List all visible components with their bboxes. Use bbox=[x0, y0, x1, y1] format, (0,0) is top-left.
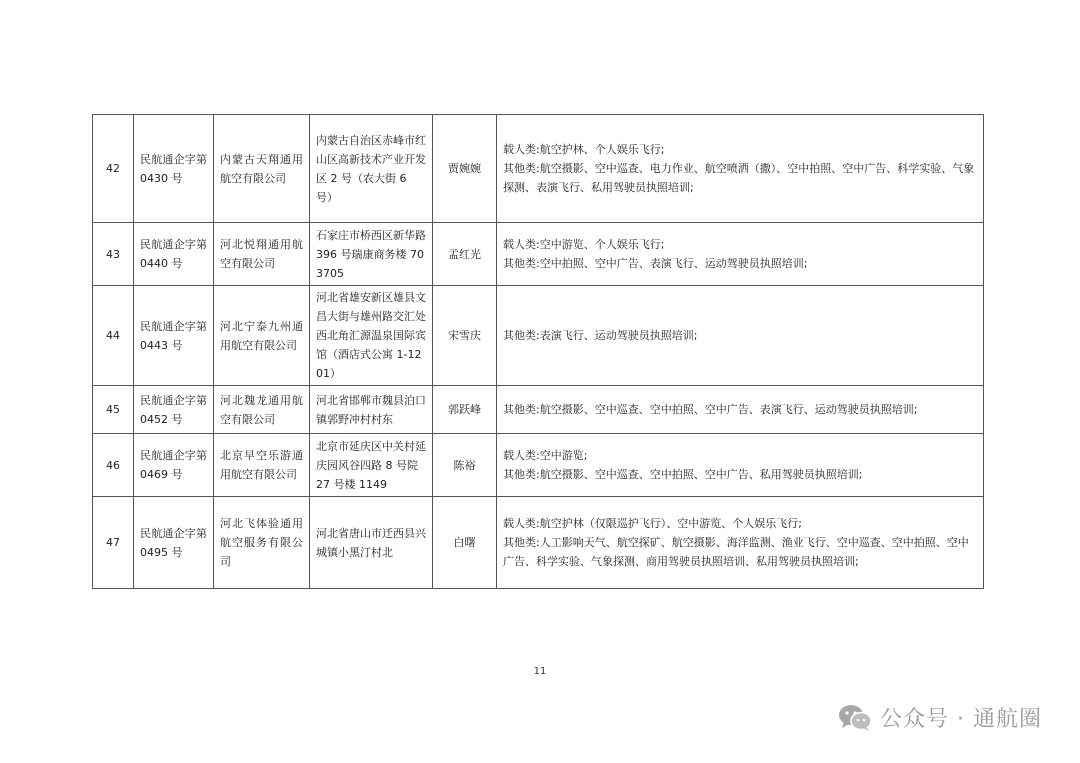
row-number: 42 bbox=[93, 115, 134, 223]
scope-line: 其他类:表演飞行、运动驾驶员执照培训; bbox=[503, 329, 698, 342]
permit-number: 民航通企字第 0452 号 bbox=[134, 386, 214, 434]
page-number: 11 bbox=[533, 666, 547, 677]
scope-line: 其他类:航空摄影、空中巡查、空中拍照、空中广告、表演飞行、运动驾驶员执照培训; bbox=[503, 403, 918, 416]
company-name: 河北宁泰九州通用航空有限公司 bbox=[214, 286, 310, 386]
permit-number: 民航通企字第 0443 号 bbox=[134, 286, 214, 386]
company-address: 内蒙古自治区赤峰市红山区高新技术产业开发区 2 号（农大街 6 号） bbox=[310, 115, 433, 223]
permit-number: 民航通企字第 0430 号 bbox=[134, 115, 214, 223]
scope-line: 其他类:人工影响天气、航空探矿、航空摄影、海洋监测、渔业飞行、空中巡查、空中拍照、空中广告、科学实验、气象探测、商用驾驶员执照培训、私用驾驶员执照培训; bbox=[503, 536, 969, 568]
table-row bbox=[93, 497, 984, 589]
table-row bbox=[93, 115, 984, 223]
company-address: 北京市延庆区中关村延庆园风谷四路 8 号院 27 号楼 1149 bbox=[310, 434, 433, 497]
company-name: 北京早空乐游通用航空有限公司 bbox=[214, 434, 310, 497]
row-number: 44 bbox=[93, 286, 134, 386]
legal-representative: 郭跃峰 bbox=[433, 386, 497, 434]
permit-number: 民航通企字第 0469 号 bbox=[134, 434, 214, 497]
table-row bbox=[93, 434, 984, 497]
row-number: 43 bbox=[93, 223, 134, 286]
registry-table bbox=[92, 114, 984, 589]
business-scope bbox=[497, 386, 984, 434]
company-address: 河北省邯郸市魏县泊口镇郭野冲村村东 bbox=[310, 386, 433, 434]
company-name: 河北悦翔通用航空有限公司 bbox=[214, 223, 310, 286]
business-scope bbox=[497, 286, 984, 386]
company-name: 河北飞体验通用航空服务有限公司 bbox=[214, 497, 310, 589]
watermark bbox=[838, 702, 1042, 733]
business-scope bbox=[497, 115, 984, 223]
business-scope bbox=[497, 434, 984, 497]
table-row bbox=[93, 223, 984, 286]
scope-line: 载人类:航空护林、个人娱乐飞行; bbox=[503, 143, 665, 156]
company-address: 河北省唐山市迁西县兴城镇小黑汀村北 bbox=[310, 497, 433, 589]
scope-line: 载人类:空中游览、个人娱乐飞行; bbox=[503, 238, 665, 251]
permit-number: 民航通企字第 0495 号 bbox=[134, 497, 214, 589]
permit-number: 民航通企字第 0440 号 bbox=[134, 223, 214, 286]
scope-line: 载人类:航空护林（仅限巡护飞行）、空中游览、个人娱乐飞行; bbox=[503, 517, 802, 530]
company-address: 石家庄市桥西区新华路 396 号瑞康商务楼 703705 bbox=[310, 223, 433, 286]
row-number: 45 bbox=[93, 386, 134, 434]
row-number: 46 bbox=[93, 434, 134, 497]
company-address: 河北省雄安新区雄县文昌大街与雄州路交汇处西北角汇源温泉国际宾馆（酒店式公寓 1-1201） bbox=[310, 286, 433, 386]
watermark-text: 公众号 · 通航圈 bbox=[880, 707, 1042, 732]
table-row bbox=[93, 286, 984, 386]
wechat-icon bbox=[838, 703, 872, 733]
business-scope bbox=[497, 497, 984, 589]
company-name: 内蒙古天翔通用航空有限公司 bbox=[214, 115, 310, 223]
scope-line: 其他类:航空摄影、空中巡查、电力作业、航空喷洒（撒）、空中拍照、空中广告、科学实验、气象探测、表演飞行、私用驾驶员执照培训; bbox=[503, 162, 975, 194]
legal-representative: 孟红光 bbox=[433, 223, 497, 286]
scope-line: 载人类:空中游览; bbox=[503, 449, 588, 462]
scope-line: 其他类:空中拍照、空中广告、表演飞行、运动驾驶员执照培训; bbox=[503, 257, 808, 270]
business-scope bbox=[497, 223, 984, 286]
legal-representative: 宋雪庆 bbox=[433, 286, 497, 386]
scope-line: 其他类:航空摄影、空中巡查、空中拍照、空中广告、私用驾驶员执照培训; bbox=[503, 468, 863, 481]
table-row bbox=[93, 386, 984, 434]
row-number: 47 bbox=[93, 497, 134, 589]
legal-representative: 白曙 bbox=[433, 497, 497, 589]
legal-representative: 陈裕 bbox=[433, 434, 497, 497]
legal-representative: 贾婉婉 bbox=[433, 115, 497, 223]
company-name: 河北魏龙通用航空有限公司 bbox=[214, 386, 310, 434]
